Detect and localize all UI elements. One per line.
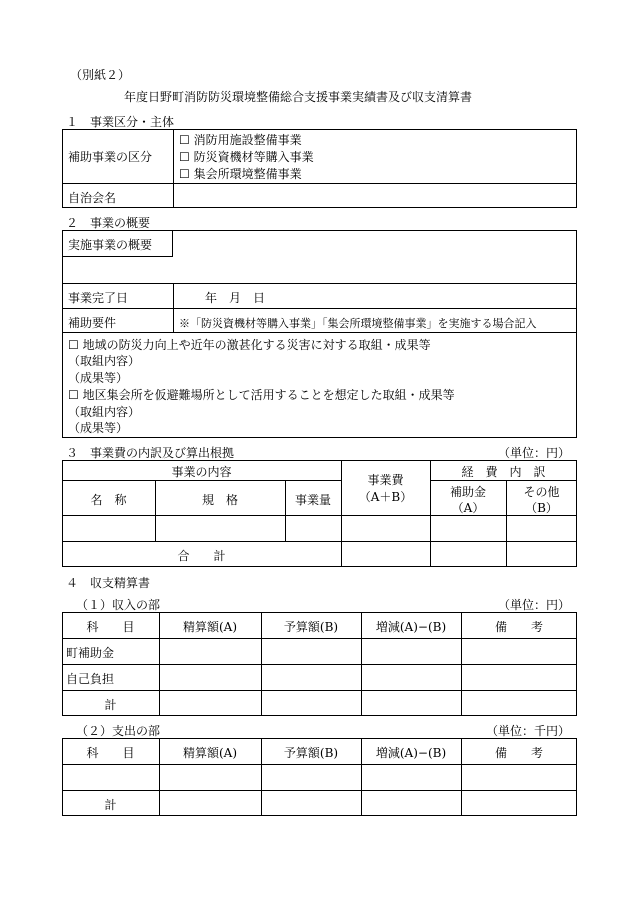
header-subsidy: 補助金 bbox=[449, 485, 486, 499]
income-header-remarks: 備 考 bbox=[494, 620, 543, 634]
label-association-name: 自治会名 bbox=[68, 191, 117, 205]
project-overview-field[interactable] bbox=[66, 259, 574, 281]
label-requirements: 補助要件 bbox=[68, 316, 117, 330]
section3-heading: ３ 事業費の内訳及び算出根拠 bbox=[66, 446, 235, 460]
page-title: 年度日野町消防防災環境整備総合支援事業実績書及び収支清算書 bbox=[124, 90, 473, 104]
label-project-overview: 実施事業の概要 bbox=[68, 238, 153, 252]
item1-efforts: （取組内容） bbox=[68, 354, 141, 368]
income-heading: （１）収入の部 bbox=[76, 598, 161, 612]
option-fire-facility[interactable]: ☐ 消防用施設整備事業 bbox=[179, 133, 302, 147]
section3-unit: （単位：円） bbox=[498, 446, 571, 460]
requirement-item-1[interactable]: ☐ 地域の防災力向上や近年の激甚化する災害に対する取組・成果等 bbox=[68, 338, 431, 352]
income-header-settled: 精算額(A) bbox=[182, 620, 238, 634]
income-header-diff: 増減(A)−(B) bbox=[375, 620, 447, 634]
expense-unit: （単位：千円） bbox=[486, 724, 571, 738]
expense-header-budget: 予算額(B) bbox=[283, 746, 339, 760]
expense-header-settled: 精算額(A) bbox=[182, 746, 238, 760]
income-header-item: 科 目 bbox=[86, 620, 135, 634]
item1-results: （成果等） bbox=[68, 371, 129, 385]
association-name-field[interactable] bbox=[176, 186, 574, 206]
income-row-total: 計 bbox=[104, 698, 117, 712]
item2-efforts: （取組内容） bbox=[68, 405, 141, 419]
completion-date-field[interactable]: 年 月 日 bbox=[205, 291, 266, 305]
header-cost-formula: （A＋B） bbox=[358, 490, 413, 504]
option-hall-environment[interactable]: ☐ 集会所環境整備事業 bbox=[179, 167, 302, 181]
header-project-content: 事業の内容 bbox=[171, 465, 232, 479]
income-row-self-pay: 自己負担 bbox=[66, 672, 115, 686]
header-cost: 事業費 bbox=[367, 473, 404, 487]
section4-heading: ４ 収支精算書 bbox=[66, 576, 151, 590]
header-other-b: （B） bbox=[525, 501, 558, 515]
expense-header-diff: 増減(A)−(B) bbox=[375, 746, 447, 760]
row-total-label: 合 計 bbox=[177, 549, 226, 563]
header-subsidy-a: （A） bbox=[451, 501, 485, 515]
header-name: 名 称 bbox=[90, 493, 127, 507]
expense-row-total: 計 bbox=[104, 798, 117, 812]
section1-heading: １ 事業区分・主体 bbox=[66, 115, 175, 129]
income-row-town-subsidy: 町補助金 bbox=[66, 646, 115, 660]
label-completion-date: 事業完了日 bbox=[68, 291, 129, 305]
income-header-budget: 予算額(B) bbox=[283, 620, 339, 634]
appendix-label: （別紙２） bbox=[70, 68, 131, 82]
header-quantity: 事業量 bbox=[294, 493, 331, 507]
header-expense-breakdown: 経 費 内 訳 bbox=[461, 465, 546, 479]
expense-header-remarks: 備 考 bbox=[494, 746, 543, 760]
item2-results: （成果等） bbox=[68, 421, 129, 435]
expense-heading: （２）支出の部 bbox=[76, 724, 161, 738]
header-spec: 規 格 bbox=[201, 493, 238, 507]
requirement-item-2[interactable]: ☐ 地区集会所を仮避難場所として活用することを想定した取組・成果等 bbox=[68, 388, 455, 402]
header-other: その他 bbox=[523, 485, 560, 499]
requirements-note: ※「防災資機材等購入事業」「集会所環境整備事業」を実施する場合記入 bbox=[179, 317, 537, 330]
expense-header-item: 科 目 bbox=[86, 746, 135, 760]
label-subsidy-category: 補助事業の区分 bbox=[68, 150, 153, 164]
section2-heading: ２ 事業の概要 bbox=[66, 216, 151, 230]
option-disaster-equipment[interactable]: ☐ 防災資機材等購入事業 bbox=[179, 150, 314, 164]
income-unit: （単位：円） bbox=[498, 598, 571, 612]
